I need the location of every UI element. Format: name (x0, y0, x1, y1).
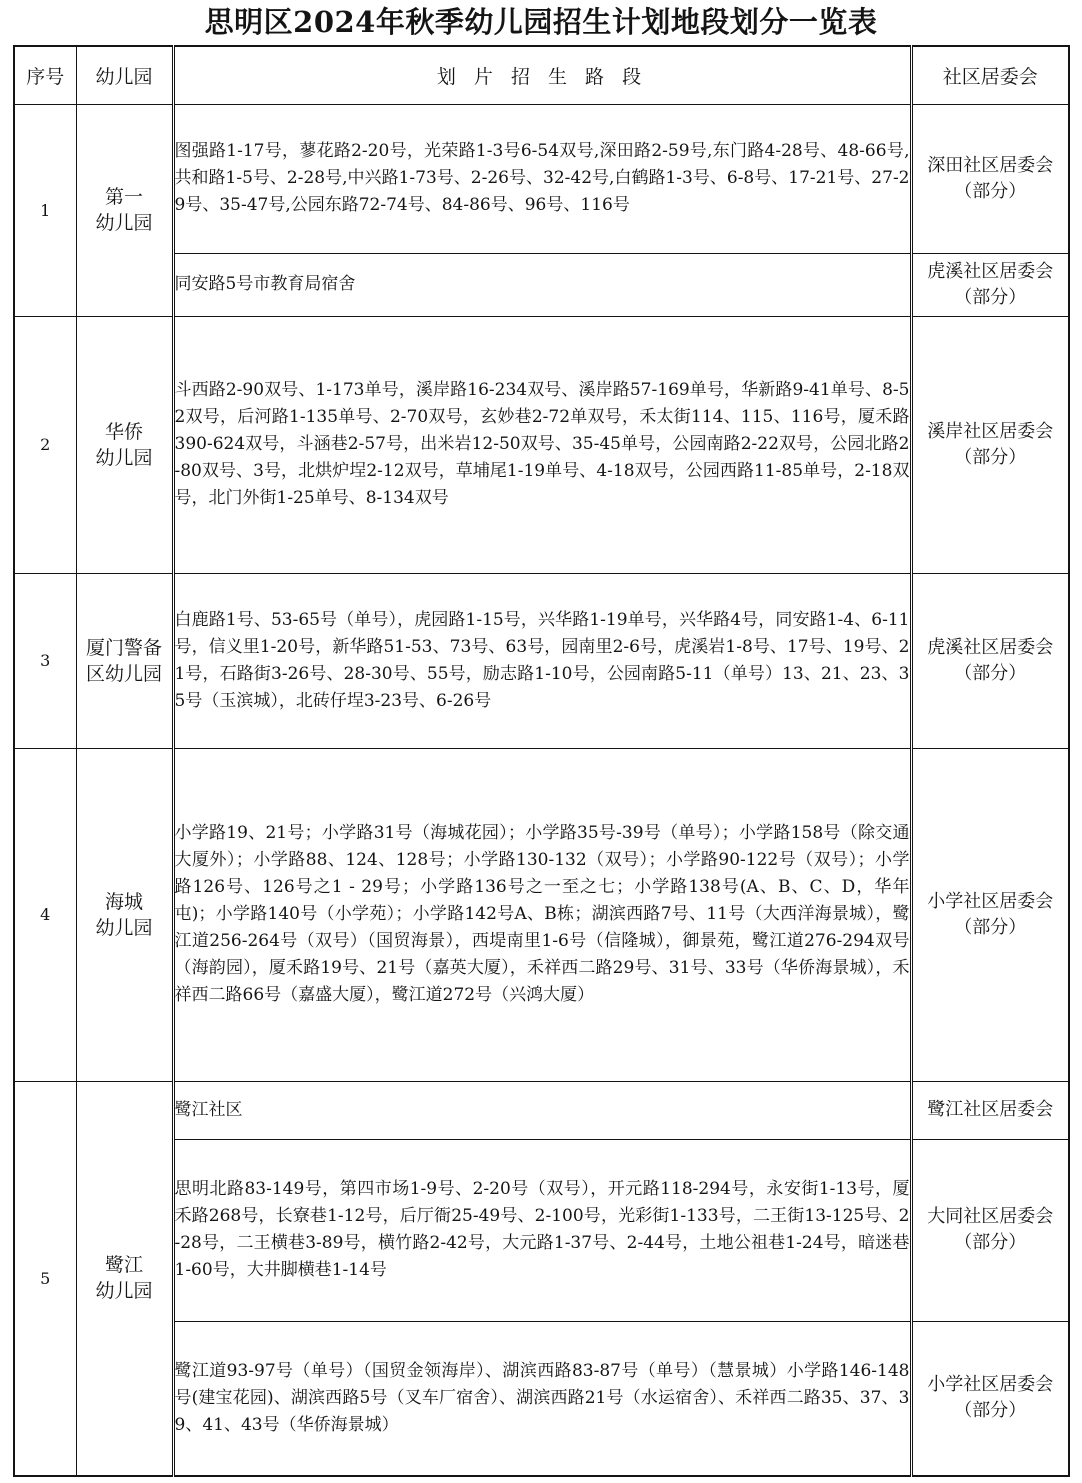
community-committee (911, 1321, 1069, 1476)
row-number: 4 (14, 748, 76, 1081)
road-segments: 图强路1-17号，蓼花路2-20号，光荣路1-3号6-54双号,深田路2-59号,东门路4-28号、48-66号,共和路1-5号、2-28号,中兴路1-73号、2-26号、32-42号,白鹤路1-3号、6-8号、17-21号、27-29号、35-47号,公园东路72-74号、84-86号、96号、116号 (173, 104, 911, 253)
table-row (14, 1139, 1069, 1321)
community-name: 虎溪社区居委会 (927, 260, 1054, 282)
road-segments: 斗西路2-90双号、1-173单号，溪岸路16-234双号、溪岸路57-169单号，华新路9-41单号、8-52双号，后河路1-135单号、2-70双号，玄妙巷2-72单双号，禾太街114、115、116号，厦禾路390-624双号，斗涵巷2-57号，出米岩12-50双号、35-45单号，公园南路2-22双号，公园北路2-80双号、3号，北烘炉埕2-12双号，草埔尾1-19单号、4-18双号，公园西路11-85单号，2-18双号，北门外街1-25单号、8-134双号 (173, 316, 911, 573)
kindergarten-name-line: 厦门警备 (85, 636, 162, 659)
community-name: 深田社区居委会 (927, 154, 1054, 176)
kindergarten-name (76, 1081, 173, 1476)
community-committee (911, 573, 1069, 748)
table-row (14, 1081, 1069, 1139)
kindergarten-name (76, 748, 173, 1081)
kindergarten-name-line: 区幼儿园 (85, 662, 162, 685)
community-name: 小学社区居委会 (927, 1374, 1054, 1396)
table-row (14, 316, 1069, 573)
community-note: （部分） (954, 662, 1027, 684)
community-committee (911, 316, 1069, 573)
community-name: 小学社区居委会 (927, 890, 1054, 912)
community-name: 大同社区居委会 (927, 1206, 1054, 1227)
road-segments: 白鹿路1号、53-65号（单号），虎园路1-15号，兴华路1-19单号，兴华路4号，同安路1-4、6-11号，信义里1-20号，新华路51-53、73号、63号，园南里2-6号，虎溪岩1-8号、17号、19号、21号，石路街3-26号、28-30号、55号，励志路1-10号，公园南路5-11（单号）13、21、23、35号（玉滨城），北砖仔埕3-23号、6-26号 (173, 573, 911, 748)
kindergarten-name-line: 海城 (104, 890, 143, 913)
community-committee (911, 253, 1069, 316)
community-name: 溪岸社区居委会 (927, 420, 1054, 442)
table-row (14, 104, 1069, 253)
row-number: 5 (14, 1081, 76, 1476)
row-number: 1 (14, 104, 76, 316)
kindergarten-name (76, 316, 173, 573)
header-no: 序号 (14, 46, 76, 104)
road-segments: 同安路5号市教育局宿舍 (173, 253, 911, 316)
document-title: 思明区2024年秋季幼儿园招生计划地段划分一览表 (204, 5, 878, 39)
community-note: （部分） (954, 180, 1027, 202)
table-header-row (14, 46, 1069, 104)
header-roads: 划 片 招 生 路 段 (173, 46, 911, 104)
kindergarten-name-line: 华侨 (104, 420, 143, 443)
kindergarten-name-line: 幼儿园 (95, 446, 153, 469)
table-row (14, 748, 1069, 1081)
row-number: 3 (14, 573, 76, 748)
kindergarten-name-line: 鹭江 (104, 1254, 143, 1277)
community-note: （部分） (954, 446, 1027, 468)
community-note: （部分） (954, 1232, 1027, 1253)
community-name: 虎溪社区居委会 (927, 636, 1054, 658)
road-segments: 鹭江社区 (173, 1081, 911, 1139)
kindergarten-name (76, 104, 173, 316)
road-segments: 小学路19、21号；小学路31号（海城花园）；小学路35号-39号（单号）；小学路158号（除交通大厦外）；小学路88、124、128号；小学路130-132（双号）；小学路90-122号（双号）；小学路126号、126号之1 - 29号；小学路136号之一至之七；小学路138号(A、B、C、D，华年屯)；小学路140号（小学苑）；小学路142号A、B栋；湖滨西路7号、11号（大西洋海景城），鹭江道256-264号（双号）（国贸海景），西堤南里1-6号（信隆城），御景苑，鹭江道276-294双号（海韵园），厦禾路19号、21号（嘉英大厦），禾祥西二路29号、31号、33号（华侨海景城），禾祥西二路66号（嘉盛大厦），鹭江道272号（兴鸿大厦） (173, 748, 911, 1081)
table-row (14, 573, 1069, 748)
community-committee (911, 748, 1069, 1081)
kindergarten-name (76, 573, 173, 748)
kindergarten-name-line: 幼儿园 (95, 916, 153, 939)
enrollment-zone-table (13, 45, 1070, 1477)
kindergarten-name-line: 幼儿园 (95, 212, 153, 234)
road-segments: 鹭江道93-97号（单号）（国贸金领海岸）、湖滨西路83-87号（单号）（慧景城）小学路146-148号(建宝花园)、湖滨西路5号（叉车厂宿舍）、湖滨西路21号（水运宿舍）、禾祥西二路35、37、39、41、43号（华侨海景城） (173, 1321, 911, 1476)
kindergarten-name-line: 幼儿园 (95, 1280, 153, 1303)
road-segments: 思明北路83-149号，第四市场1-9号、2-20号（双号），开元路118-294号，永安街1-13号，厦禾路268号，长寮巷1-12号，后厅衙25-49号、2-100号，光彩街1-133号，二王街13-125号、2-28号，二王横巷3-89号，横竹路2-42号，大元路1-37号、2-44号，土地公祖巷1-24号，暗迷巷1-60号，大井脚横巷1-14号 (173, 1139, 911, 1321)
header-kindergarten: 幼儿园 (76, 46, 173, 104)
community-committee (911, 104, 1069, 253)
community-committee (911, 1081, 1069, 1139)
community-note: （部分） (954, 286, 1027, 308)
row-number: 2 (14, 316, 76, 573)
community-name: 鹭江社区居委会 (927, 1099, 1054, 1120)
community-note: （部分） (954, 916, 1027, 938)
kindergarten-name-line: 第一 (104, 186, 143, 208)
community-committee (911, 1139, 1069, 1321)
header-community: 社区居委会 (911, 46, 1069, 104)
table-row (14, 1321, 1069, 1476)
table-row (14, 253, 1069, 316)
community-note: （部分） (954, 1400, 1027, 1422)
